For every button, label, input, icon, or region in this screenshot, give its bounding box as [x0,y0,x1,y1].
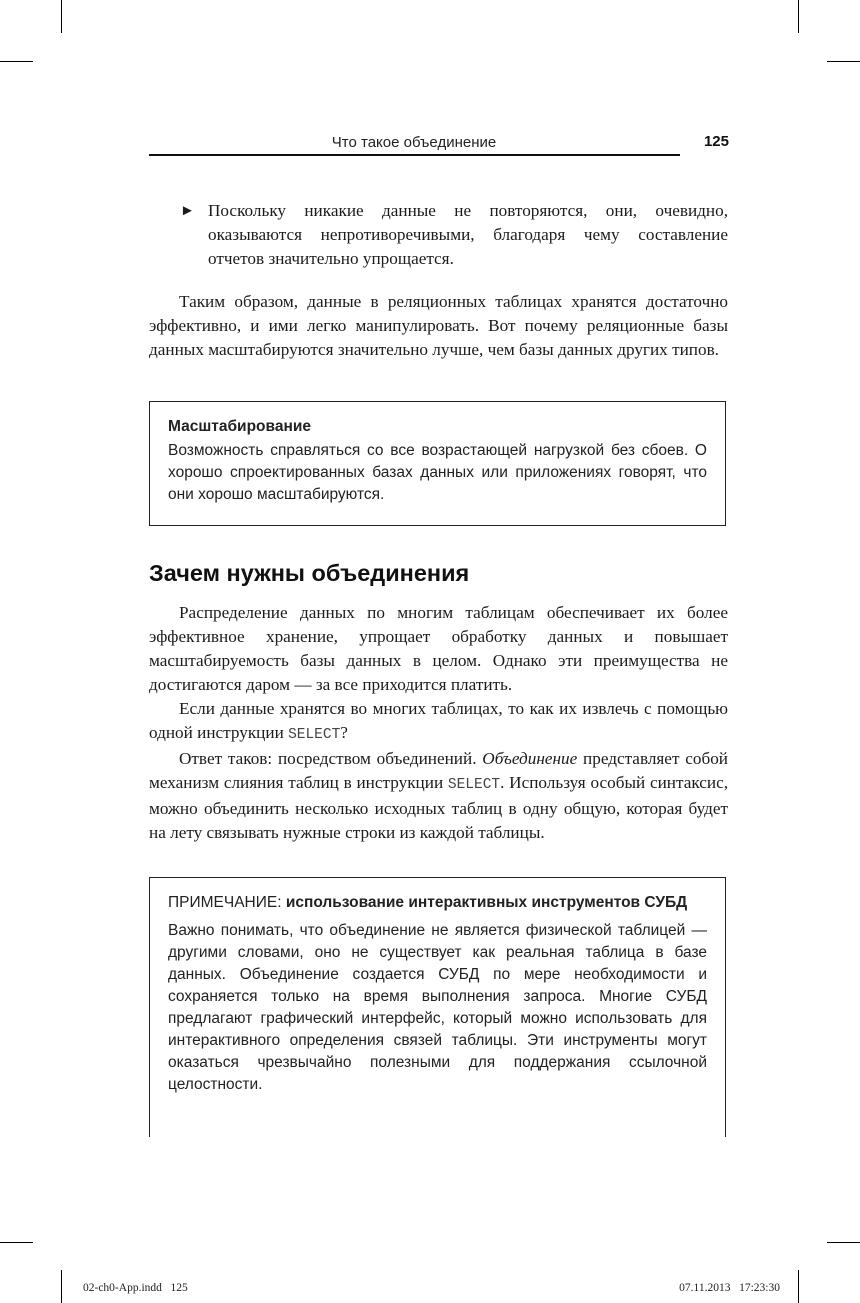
term-join: Объединение [482,749,578,768]
triangle-bullet-icon: ► [180,203,195,219]
header-title: Что такое объединение [331,134,497,151]
footer-timestamp: 07.11.2013 17:23:30 [679,1282,780,1294]
section-heading: Зачем нужны объединения [149,560,470,586]
definition-text: Возможность справляться со все возрастающей нагрузкой без сбоев. О хорошо спроектированных базах данных или приложениях говорят, что они хорошо масштабируются. [168,442,707,503]
bullet-item [180,199,728,271]
crop-mark [0,61,33,62]
header-rule [149,154,680,156]
definition-box [149,401,726,526]
crop-mark [61,0,62,33]
code-select: SELECT [447,777,501,793]
note-box [149,877,726,1137]
page-number: 125 [703,133,729,150]
section-paragraph-1: Распределение данных по многим таблицам обеспечивает их более эффективное хранение, упрощает обработку данных и повышает масштабируемость базы данных в целом. Однако эти преимущества не достигаются даром — за все приходится платить. [149,603,728,694]
paragraph-3-end: . Используя особый синтаксис, можно объединить несколько исходных таблиц в одну общую, которая будет на лету связывать нужные строки из каждой таблицы. [149,773,728,842]
paragraph-2-end: ? [340,723,348,742]
section-paragraph-3 [149,747,728,845]
note-label: ПРИМЕЧАНИЕ: [168,894,286,911]
note-text: Важно понимать, что объединение не является физической таблицей — другими словами, оно не существует как реальная таблица в базе данных. Объединение создается СУБД по мере необходимости и сохраняется только на время выполнения запроса. Многие СУБД предлагают графический интерфейс, который можно использовать для интерактивного определения связей таблицы. Эти инструменты могут оказаться чрезвычайно полезными для поддержания ссылочной целостности. [168,922,707,1093]
footer-file: 02-ch0-App.indd 125 [83,1282,188,1294]
intro-paragraph [149,290,728,362]
crop-mark [798,0,799,33]
code-select: SELECT [288,727,341,743]
crop-mark [827,1242,860,1243]
note-heading: использование интерактивных инструментов СУБД [285,894,688,911]
note-title [168,892,707,914]
bullet-text: Поскольку никакие данные не повторяются, они, очевидно, оказываются непротиворечивыми, благодаря чему составление отчетов значительно упрощается. [208,201,728,268]
intro-paragraph-text: Таким образом, данные в реляционных таблицах хранятся достаточно эффективно, и ими легко манипулировать. Вот почему реляционные базы данных масштабируются значительно лучше, чем базы данных других типов. [149,292,728,359]
section-paragraph-2 [149,697,728,747]
crop-mark [827,61,860,62]
definition-title: Масштабирование [168,418,311,435]
paragraph-2-text: Если данные хранятся во многих таблицах, то как их извлечь с помощью одной инструкции [149,699,728,742]
paragraph-3-text: Ответ таков: посредством объединений. [179,749,483,768]
crop-mark [61,1270,62,1303]
paragraph-3-middle: представляет собой механизм слияния таблиц в инструкции [149,749,728,792]
crop-mark [798,1270,799,1303]
crop-mark [0,1242,33,1243]
running-header [149,134,729,156]
section-body [149,601,728,845]
